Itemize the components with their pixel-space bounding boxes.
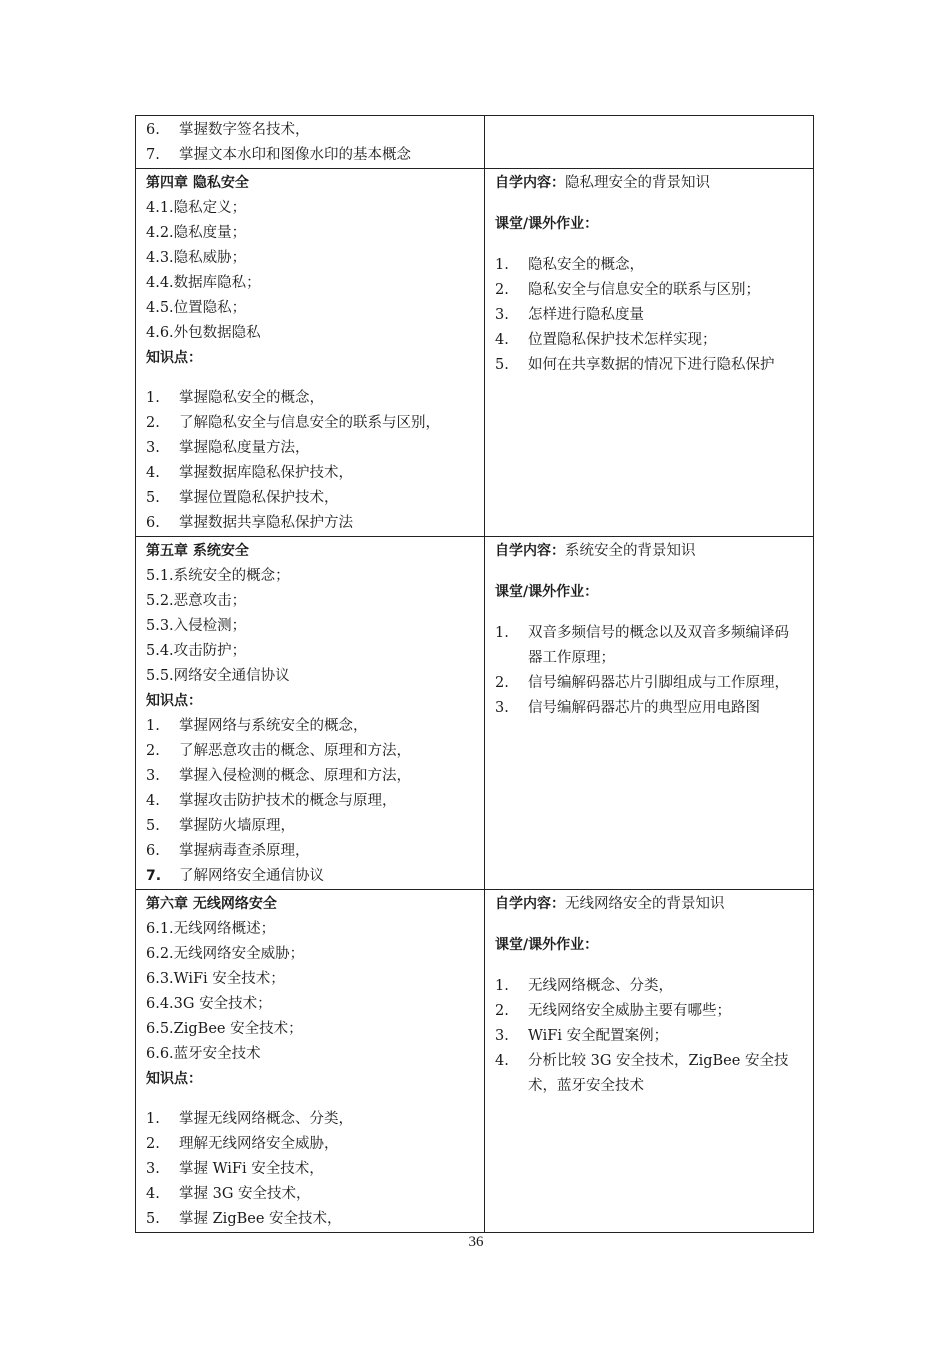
item-text: 无线网络安全威胁主要有哪些；	[528, 1003, 731, 1019]
chapter-title: 第六章 无线网络安全	[146, 896, 277, 912]
knowledge-item	[146, 511, 474, 536]
knowledge-item	[146, 1182, 474, 1207]
homework-item	[495, 974, 803, 999]
knowledge-item	[146, 436, 474, 461]
knowledge-item	[146, 1132, 474, 1157]
section-item: 4.2.隐私度量；	[146, 225, 247, 241]
item-text: 分析比较 3G 安全技术，ZigBee 安全技术，蓝牙安全技术	[528, 1053, 789, 1094]
knowledge-item	[146, 764, 474, 789]
homework-item	[495, 253, 803, 278]
item-text: 掌握 ZigBee 安全技术，	[179, 1211, 342, 1227]
item-text: 掌握 3G 安全技术，	[179, 1186, 311, 1202]
section-item: 5.1.系统安全的概念；	[146, 568, 290, 584]
section-item: 4.3.隐私威胁；	[146, 250, 247, 266]
item-text: 掌握 WiFi 安全技术，	[179, 1161, 324, 1177]
homework-item	[495, 1049, 803, 1099]
study-content-cell	[485, 537, 814, 890]
homework-item	[495, 303, 803, 328]
chapter-title: 第四章 隐私安全	[146, 175, 249, 191]
item-text: 理解无线网络安全威胁，	[179, 1136, 339, 1152]
item-text: 如何在共享数据的情况下进行隐私保护	[528, 357, 775, 373]
section-item: 4.4.数据库隐私；	[146, 275, 261, 291]
item-text: 掌握防火墙原理，	[179, 818, 295, 834]
knowledge-item	[146, 814, 474, 839]
study-content-cell	[485, 169, 814, 537]
item-number: 2.	[495, 675, 509, 691]
item-number: 2.	[495, 282, 509, 298]
knowledge-item	[146, 714, 474, 739]
knowledge-item	[146, 739, 474, 764]
item-number: 4.	[495, 332, 509, 348]
item-number: 7.	[146, 147, 160, 163]
knowledge-points-label: 知识点：	[146, 1071, 202, 1087]
item-number: 2.	[146, 415, 160, 431]
section-item: 4.6.外包数据隐私	[146, 325, 261, 341]
item-number: 2.	[495, 1003, 509, 1019]
section-item: 6.2.无线网络安全威胁；	[146, 946, 305, 962]
page-number: 36	[468, 1234, 484, 1250]
item-number: 3.	[495, 307, 509, 323]
item-text: 掌握无线网络概念、分类，	[179, 1111, 353, 1127]
knowledge-item	[146, 1207, 474, 1232]
item-number: 5.	[146, 818, 160, 834]
item-text: 掌握数据库隐私保护技术，	[179, 465, 353, 481]
syllabus-table	[135, 115, 814, 1233]
homework-item	[495, 278, 803, 303]
item-text: 了解恶意攻击的概念、原理和方法，	[179, 743, 411, 759]
homework-item	[495, 328, 803, 353]
item-number: 1.	[146, 718, 160, 734]
item-number: 3.	[495, 700, 509, 716]
item-text: 了解网络安全通信协议	[179, 868, 324, 884]
self-study-label: 自学内容：	[495, 543, 565, 559]
item-number: 3.	[146, 768, 160, 784]
item-text: 掌握攻击防护技术的概念与原理，	[179, 793, 397, 809]
item-text: 隐私安全的概念，	[528, 257, 644, 273]
study-content-cell	[485, 116, 814, 169]
item-number: 4.	[495, 1053, 509, 1069]
self-study-text: 系统安全的背景知识	[565, 543, 696, 559]
section-item: 5.4.攻击防护；	[146, 643, 247, 659]
self-study-label: 自学内容：	[495, 896, 565, 912]
self-study-label: 自学内容：	[495, 175, 565, 191]
item-number: 7.	[146, 868, 162, 884]
item-text: 掌握入侵检测的概念、原理和方法，	[179, 768, 411, 784]
knowledge-item	[146, 118, 474, 143]
item-number: 5.	[146, 490, 160, 506]
section-item: 4.1.隐私定义；	[146, 200, 247, 216]
item-number: 3.	[495, 1028, 509, 1044]
table-row	[136, 890, 814, 1233]
section-item: 6.4.3G 安全技术；	[146, 996, 272, 1012]
item-number: 5.	[146, 1211, 160, 1227]
chapter-content-cell	[136, 116, 485, 169]
item-number: 5.	[495, 357, 509, 373]
item-text: 位置隐私保护技术怎样实现；	[528, 332, 717, 348]
section-item: 5.3.入侵检测；	[146, 618, 247, 634]
section-item: 6.3.WiFi 安全技术；	[146, 971, 285, 987]
item-text: 掌握文本水印和图像水印的基本概念	[179, 147, 411, 163]
homework-item	[495, 671, 803, 696]
self-study-text: 隐私理安全的背景知识	[565, 175, 710, 191]
item-text: 了解隐私安全与信息安全的联系与区别，	[179, 415, 440, 431]
knowledge-item	[146, 411, 474, 436]
knowledge-item	[146, 1157, 474, 1182]
item-number: 4.	[146, 793, 160, 809]
knowledge-item	[146, 486, 474, 511]
item-number: 3.	[146, 1161, 160, 1177]
item-text: 双音多频信号的概念以及双音多频编译码器工作原理；	[528, 625, 789, 666]
item-text: 掌握病毒查杀原理，	[179, 843, 310, 859]
knowledge-item	[146, 461, 474, 486]
knowledge-item	[146, 386, 474, 411]
item-number: 1.	[146, 390, 160, 406]
item-text: 掌握位置隐私保护技术，	[179, 490, 339, 506]
knowledge-item	[146, 864, 474, 889]
item-number: 4.	[146, 465, 160, 481]
table-row	[136, 116, 814, 169]
item-text: WiFi 安全配置案例；	[528, 1028, 669, 1044]
item-number: 1.	[495, 978, 509, 994]
item-number: 6.	[146, 843, 160, 859]
item-text: 信号编解码器芯片引脚组成与工作原理，	[528, 675, 789, 691]
item-text: 无线网络概念、分类，	[528, 978, 673, 994]
item-number: 6.	[146, 122, 160, 138]
section-item: 6.6.蓝牙安全技术	[146, 1046, 261, 1062]
homework-label: 课堂/课外作业：	[495, 584, 599, 600]
self-study-text: 无线网络安全的背景知识	[565, 896, 725, 912]
item-text: 掌握隐私度量方法，	[179, 440, 310, 456]
item-text: 掌握数字签名技术，	[179, 122, 310, 138]
table-row	[136, 537, 814, 890]
knowledge-item	[146, 839, 474, 864]
chapter-content-cell	[136, 537, 485, 890]
homework-label: 课堂/课外作业：	[495, 937, 599, 953]
item-text: 信号编解码器芯片的典型应用电路图	[528, 700, 760, 716]
item-number: 1.	[146, 1111, 160, 1127]
knowledge-item	[146, 143, 474, 168]
homework-item	[495, 353, 803, 378]
item-number: 2.	[146, 743, 160, 759]
knowledge-item	[146, 789, 474, 814]
item-text: 掌握网络与系统安全的概念，	[179, 718, 368, 734]
item-text: 怎样进行隐私度量	[528, 307, 644, 323]
section-item: 6.5.ZigBee 安全技术；	[146, 1021, 303, 1037]
item-number: 1.	[495, 625, 509, 641]
study-content-cell	[485, 890, 814, 1233]
section-item: 5.5.网络安全通信协议	[146, 668, 290, 684]
homework-item	[495, 999, 803, 1024]
knowledge-points-label: 知识点：	[146, 693, 202, 709]
section-item: 4.5.位置隐私；	[146, 300, 247, 316]
item-number: 3.	[146, 440, 160, 456]
item-text: 掌握数据共享隐私保护方法	[179, 515, 353, 531]
item-text: 隐私安全与信息安全的联系与区别；	[528, 282, 760, 298]
knowledge-points-label: 知识点：	[146, 350, 202, 366]
item-number: 4.	[146, 1186, 160, 1202]
chapter-content-cell	[136, 890, 485, 1233]
knowledge-item	[146, 1107, 474, 1132]
item-number: 6.	[146, 515, 160, 531]
chapter-content-cell	[136, 169, 485, 537]
homework-item	[495, 621, 803, 671]
item-number: 1.	[495, 257, 509, 273]
table-row	[136, 169, 814, 537]
item-number: 2.	[146, 1136, 160, 1152]
section-item: 6.1.无线网络概述；	[146, 921, 276, 937]
item-text: 掌握隐私安全的概念，	[179, 390, 324, 406]
homework-item	[495, 1024, 803, 1049]
chapter-title: 第五章 系统安全	[146, 543, 249, 559]
homework-item	[495, 696, 803, 721]
homework-label: 课堂/课外作业：	[495, 216, 599, 232]
section-item: 5.2.恶意攻击；	[146, 593, 247, 609]
